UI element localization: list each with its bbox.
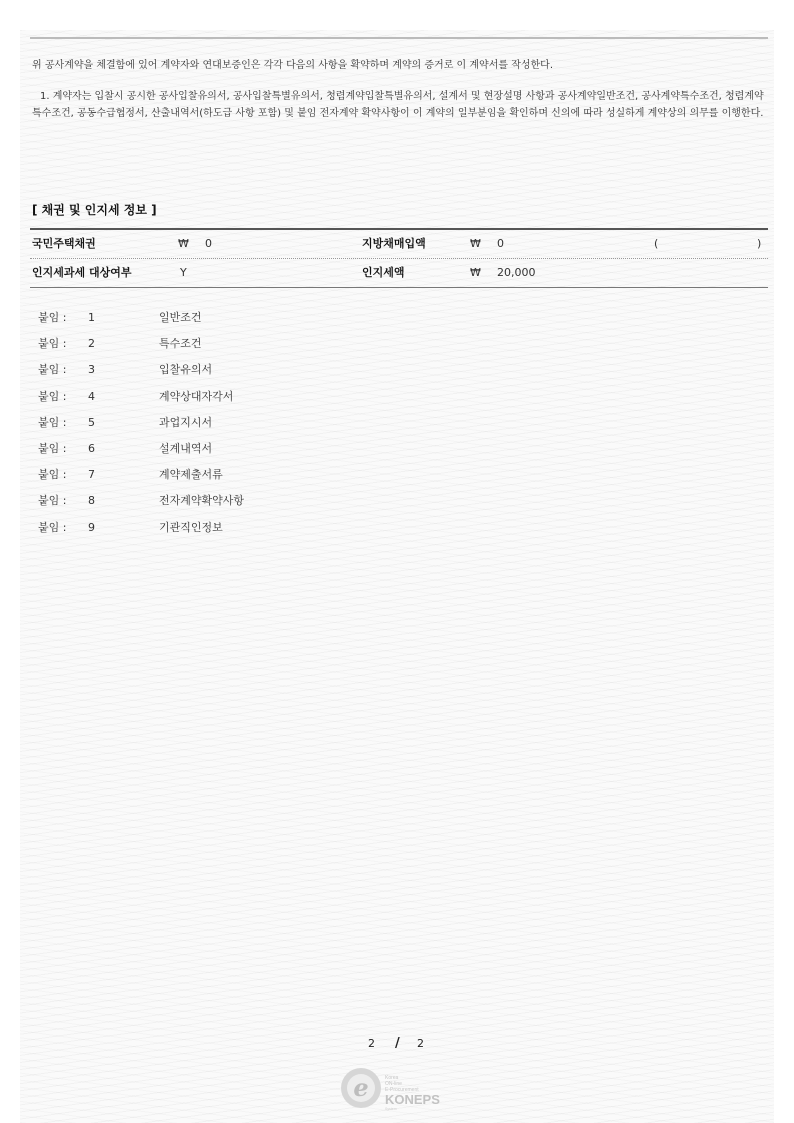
attachment-number: 3 [88, 363, 95, 377]
national-housing-bond-currency: ₩ [178, 237, 189, 250]
attachment-title: 입찰유의서 [159, 363, 213, 377]
clause-1-paragraph: 1. 계약자는 입찰시 공시한 공사입찰유의서, 공사입찰특별유의서, 청렴계약입찰특별유의서, 설계서 및 현장설명 사항과 공사계약일반조건, 공사계약특수조건, 청렴계약특수조건, 공동수급협정서, 산출내역서(하도급 사항 포함) 및 붙임 전자계약 확약사항이 이 계약의 일부분임을 확인하며 신의에 따라 성실하게 계약상의 의무를 이행한다. [32, 91, 764, 119]
attachment-title: 기관직인정보 [159, 520, 223, 534]
stamp-tax-target-label: 인지세과세 대상여부 [32, 266, 132, 279]
stamp-tax-target-value: Y [180, 266, 187, 279]
page-current: 2 [368, 1037, 375, 1050]
stamp-tax-amount-label: 인지세액 [362, 266, 405, 279]
national-housing-bond-label: 국민주택채권 [32, 237, 96, 250]
attachment-title: 특수조건 [159, 337, 202, 351]
attachment-item [38, 462, 438, 488]
local-bond-paren-open: ( [654, 237, 659, 250]
attachment-prefix: 붙임 : [38, 363, 67, 377]
attachment-item [38, 436, 438, 462]
local-bond-value: 0 [497, 237, 504, 250]
page-total: 2 [417, 1037, 424, 1050]
stamp-tax-amount-value: 20,000 [497, 266, 536, 279]
svg-text:ON-line: ON-line [385, 1081, 402, 1087]
local-bond-paren-close: ) [757, 237, 762, 250]
attachment-number: 4 [88, 389, 95, 403]
attachment-title: 일반조건 [159, 311, 202, 324]
attachment-prefix: 붙임 : [38, 415, 67, 429]
attachment-prefix: 붙임 : [38, 389, 67, 403]
page-separator: / [395, 1036, 400, 1051]
attachment-prefix: 붙임 : [38, 337, 67, 351]
top-divider [30, 37, 768, 39]
attachment-title: 설계내역서 [159, 441, 213, 455]
svg-text:E-Procurement: E-Procurement [385, 1087, 419, 1093]
page-indicator [360, 1035, 440, 1053]
koneps-logo-text: KONEPS [385, 1092, 440, 1107]
attachment-list [38, 305, 438, 541]
koneps-logo-mark [340, 1065, 460, 1111]
attachment-item [38, 488, 438, 514]
attachment-prefix: 붙임 : [38, 494, 67, 508]
page-background [20, 30, 774, 1123]
attachment-number: 7 [88, 468, 95, 482]
attachment-prefix: 붙임 : [38, 311, 67, 324]
attachment-number: 6 [88, 441, 95, 455]
bond-row-2 [30, 258, 768, 287]
attachment-item [38, 384, 438, 410]
attachment-title: 계약상대자각서 [159, 389, 234, 403]
attachment-number: 5 [88, 415, 95, 429]
attachment-item [38, 515, 438, 541]
local-bond-currency: ₩ [470, 237, 481, 250]
attachment-item [38, 357, 438, 383]
svg-text:Korea: Korea [385, 1075, 399, 1081]
attachment-number: 8 [88, 494, 95, 508]
attachment-item [38, 305, 438, 331]
koneps-logo [340, 1065, 460, 1111]
attachment-item [38, 331, 438, 357]
bond-row-1 [30, 230, 768, 258]
local-bond-label: 지방채매입액 [362, 237, 426, 250]
intro-paragraph: 위 공사계약을 체결함에 있어 계약자와 연대보증인은 각각 다음의 사항을 확약하며 계약의 증거로 이 계약서를 작성한다. [32, 60, 554, 71]
attachment-prefix: 붙임 : [38, 441, 67, 455]
attachment-number: 1 [88, 311, 95, 324]
national-housing-bond-value: 0 [205, 237, 212, 250]
svg-text:e: e [353, 1073, 369, 1102]
svg-text:System: System [385, 1107, 397, 1111]
attachment-title: 과업지시서 [159, 415, 213, 429]
attachment-prefix: 붙임 : [38, 468, 67, 482]
attachment-item [38, 410, 438, 436]
bond-section-title: [ 채권 및 인지세 정보 ] [32, 203, 157, 217]
attachment-title: 계약제출서류 [159, 468, 223, 482]
attachment-number: 9 [88, 520, 95, 534]
attachment-number: 2 [88, 337, 95, 351]
attachment-prefix: 붙임 : [38, 520, 67, 534]
attachment-title: 전자계약확약사항 [159, 494, 245, 508]
bond-info-table [30, 228, 768, 288]
stamp-tax-amount-currency: ₩ [470, 266, 481, 279]
